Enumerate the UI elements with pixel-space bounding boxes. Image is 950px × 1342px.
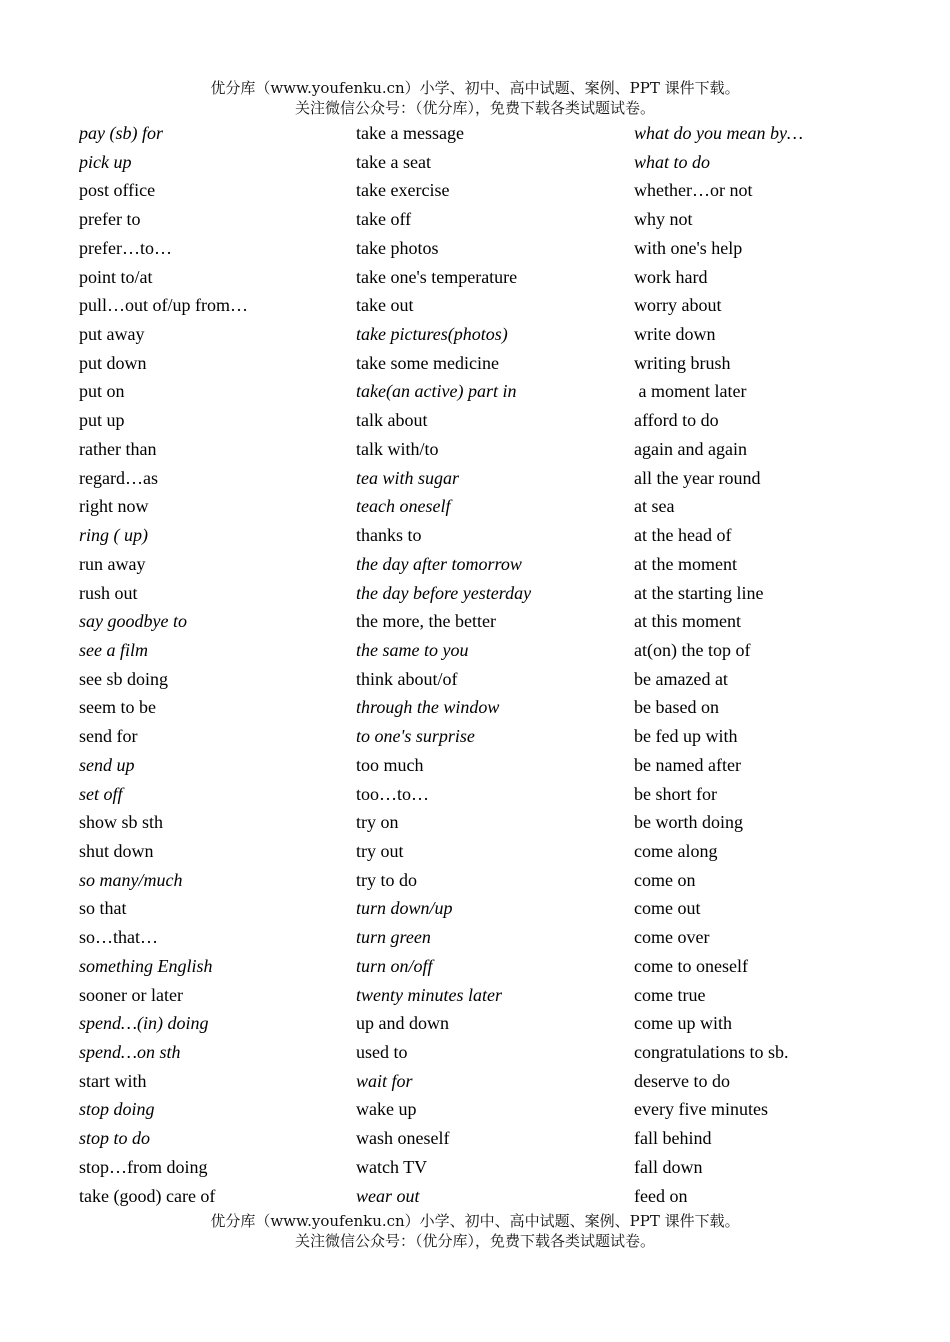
phrase-item: rather than [79,438,157,459]
page-header [0,78,950,118]
phrase-item: turn down/up [356,898,453,919]
phrase-item: take out [356,295,414,316]
phrase-item: ring ( up) [79,525,148,546]
phrase-item: put on [79,381,125,402]
phrase-item: wash oneself [356,1128,450,1149]
phrase-item: at the starting line [634,582,764,603]
phrase-item: be short for [634,783,717,804]
footer-line-2: 关注微信公众号：（优分库），免费下载各类试题试卷。 [294,1232,655,1250]
phrase-item: see sb doing [79,668,168,689]
phrase-item: stop doing [79,1099,155,1120]
phrase-item: watch TV [356,1156,428,1177]
phrase-item: the same to you [356,639,469,660]
phrase-item: take some medicine [356,352,499,373]
phrase-item: be based on [634,697,719,718]
phrase-item: turn green [356,927,431,948]
page-footer [0,1211,950,1251]
phrase-item: come out [634,898,701,919]
phrase-item: too much [356,754,424,775]
phrase-item: come true [634,984,706,1005]
phrase-item: up and down [356,1013,449,1034]
phrase-item: write down [634,324,716,345]
phrase-item: be worth doing [634,812,743,833]
phrase-item: at the head of [634,525,732,546]
phrase-item: what to do [634,151,711,172]
phrase-item: at sea [634,496,675,517]
phrase-item: feed on [634,1185,688,1206]
phrase-item: come to oneself [634,955,748,976]
phrase-item: with one's help [634,237,743,258]
phrase-item: send for [79,726,138,747]
phrase-item: afford to do [634,410,719,431]
phrase-item: run away [79,553,146,574]
phrase-item: twenty minutes later [356,984,502,1005]
phrase-item: again and again [634,438,747,459]
phrase-item: take off [356,209,412,230]
phrase-item: thanks to [356,525,422,546]
phrase-item: deserve to do [634,1070,730,1091]
phrase-item: come on [634,869,696,890]
phrase-item: put away [79,324,145,345]
phrase-item: at(on) the top of [634,639,751,660]
phrase-item: sooner or later [79,984,183,1005]
phrase-item: pay (sb) for [79,123,163,143]
phrase-item: so…that… [79,927,158,948]
phrase-item: work hard [634,266,708,287]
phrase-item: shut down [79,840,154,861]
phrase-item: take photos [356,237,439,258]
phrase-item: take one's temperature [356,266,518,287]
header-line-2: 关注微信公众号：（优分库），免费下载各类试题试卷。 [294,99,655,117]
phrase-item: why not [634,209,693,230]
phrase-item: take pictures(photos) [356,324,508,345]
phrase-item: be named after [634,754,741,775]
phrase-item: talk about [356,410,428,431]
phrase-item: prefer…to… [79,237,172,258]
phrase-item: fall down [634,1156,703,1177]
phrase-item: talk with/to [356,438,439,459]
phrase-item: point to/at [79,266,153,287]
phrase-item: come up with [634,1013,732,1034]
phrase-item: start with [79,1070,147,1091]
phrase-item: writing brush [634,352,731,373]
phrase-item: post office [79,180,156,201]
phrase-item: tea with sugar [356,467,460,488]
phrase-item: the day after tomorrow [356,553,522,574]
phrase-column-2 [356,119,634,1210]
phrase-item: turn on/off [356,955,433,976]
phrase-item: something English [79,955,213,976]
phrase-item: so that [79,898,127,919]
phrase-item: stop to do [79,1128,151,1149]
phrase-item: right now [79,496,149,517]
phrase-item: teach oneself [356,496,451,517]
phrase-item: at this moment [634,611,741,632]
phrase-item: take a seat [356,151,431,172]
phrase-item: wake up [356,1099,417,1120]
phrase-item: take (good) care of [79,1185,216,1206]
phrase-item: through the window [356,697,500,718]
phrase-item: all the year round [634,467,761,488]
phrase-item: take(an active) part in [356,381,517,402]
phrase-item: be amazed at [634,668,728,689]
phrase-item: used to [356,1042,408,1062]
phrase-item: the more, the better [356,611,496,632]
phrase-item: put up [79,410,125,431]
phrase-item: congratulations to sb. [634,1042,789,1062]
phrase-item: take a message [356,123,464,143]
phrase-column-1 [79,119,356,1210]
phrase-item: come along [634,840,718,861]
phrase-item: at the moment [634,553,737,574]
phrase-item: every five minutes [634,1099,768,1120]
header-line-1: 优分库（www.youfenku.cn）小学、初中、高中试题、案例、PPT 课件下载。 [210,79,740,97]
phrase-item: worry about [634,295,722,316]
phrase-item: pull…out of/up from… [79,295,248,316]
phrase-item: try out [356,840,404,861]
phrase-item: try on [356,812,399,833]
phrase-item: too…to… [356,783,430,804]
phrase-item: say goodbye to [79,611,187,632]
phrase-item: a moment later [634,381,747,402]
phrase-item: set off [79,783,123,804]
phrase-item: so many/much [79,869,183,890]
phrase-item: spend…on sth [79,1042,181,1062]
phrase-item: what do you mean by… [634,123,803,143]
phrase-item: be fed up with [634,726,738,747]
phrase-item: whether…or not [634,180,753,201]
phrase-item: wait for [356,1070,413,1091]
phrase-item: prefer to [79,209,141,230]
phrase-item: try to do [356,869,417,890]
phrase-item: wear out [356,1185,420,1206]
footer-line-1: 优分库（www.youfenku.cn）小学、初中、高中试题、案例、PPT 课件下载。 [210,1212,740,1230]
phrase-item: the day before yesterday [356,582,532,603]
phrase-item: put down [79,352,147,373]
phrase-item: take exercise [356,180,450,201]
phrase-item: regard…as [79,467,158,488]
phrase-item: stop…from doing [79,1156,208,1177]
phrase-table [79,119,874,1210]
phrase-item: think about/of [356,668,458,689]
phrase-item: spend…(in) doing [79,1013,209,1034]
phrase-item: to one's surprise [356,726,475,747]
phrase-item: rush out [79,582,138,603]
phrase-item: seem to be [79,697,156,718]
phrase-item: send up [79,754,135,775]
phrase-item: come over [634,927,710,948]
phrase-column-3 [634,119,874,1210]
phrase-item: fall behind [634,1128,712,1149]
phrase-item: show sb sth [79,812,164,833]
phrase-item: see a film [79,639,148,660]
phrase-item: pick up [79,151,132,172]
